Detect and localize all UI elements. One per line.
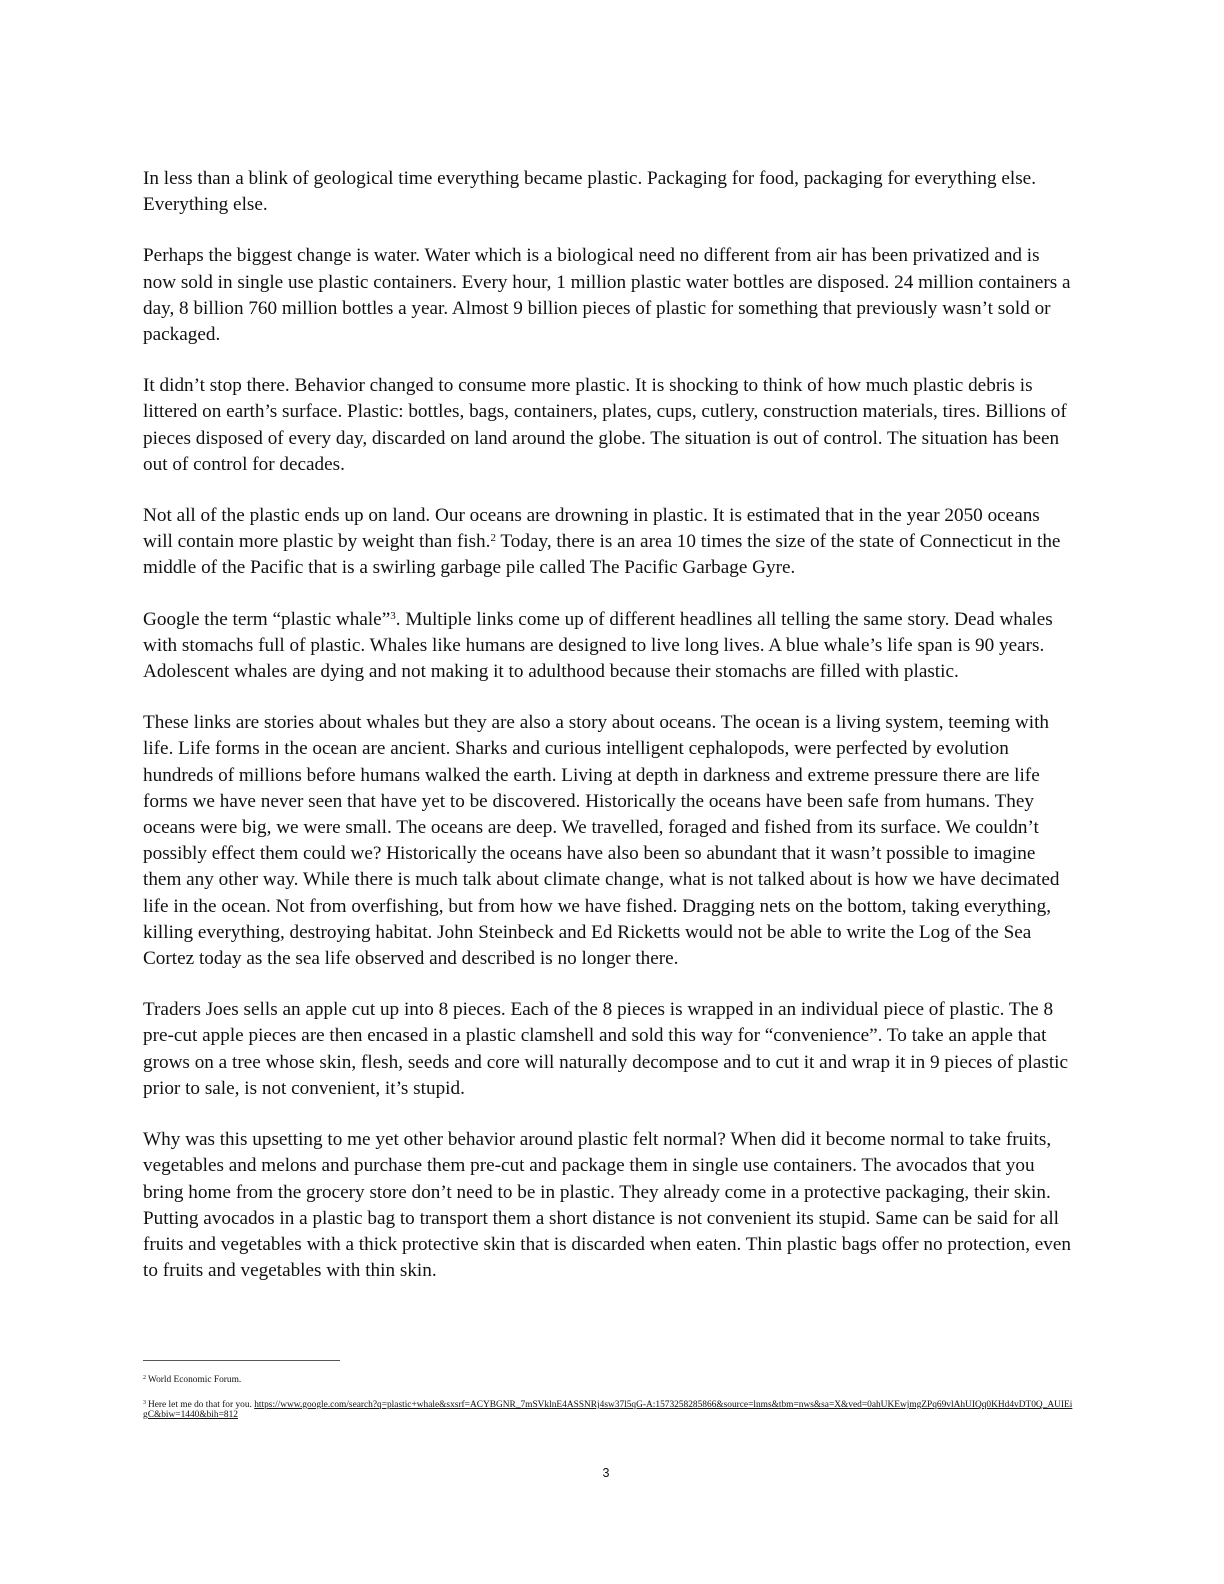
footnotes-section (143, 1360, 1073, 1435)
paragraph: These links are stories about whales but they are also a story about oceans. The ocean is a living system, teeming with life. Life forms in the ocean are ancient. Sharks and curious intelligent cephalopods, were perfected by evolution hundreds of millions before humans walked the earth. Living at depth in darkness and extreme pressure there are life forms we have never seen that have yet to be discovered. Historically the oceans have been safe from humans. They oceans were big, we were small. The oceans are deep. We travelled, foraged and fished from its surface. We couldn’t possibly effect them could we? Historically the oceans have also been so abundant that it wasn’t possible to imagine them any other way. While there is much talk about climate change, what is not talked about is how we have decimated life in the ocean. Not from overfishing, but from how we have fished. Dragging nets on the bottom, taking everything, killing everything, destroying habitat. John Steinbeck and Ed Ricketts would not be able to write the Log of the Sea Cortez today as the sea life observed and described is no longer there. (143, 712, 1060, 970)
paragraph: Why was this upsetting to me yet other behavior around plastic felt normal? When did it become normal to take fruits, vegetables and melons and purchase them pre-cut and package them in single use containers. The avocados that you bring home from the grocery store don’t need to be in plastic. They already come in a protective packaging, their skin. Putting avocados in a plastic bag to transport them a short distance is not convenient its stupid. Same can be said for all fruits and vegetables with a thick protective skin that is discarded when eaten. Thin plastic bags offer no protection, even to fruits and vegetables with thin skin. (143, 1129, 1072, 1282)
paragraph: In less than a blink of geological time everything became plastic. Packaging for food, packaging for everything else. Everything else. (143, 168, 1036, 216)
paragraph-text: Not all of the plastic ends up on land. Our oceans are drowning in plastic. It is estimated that in the year 2050 oceans will contain more plastic by weight than fish. (143, 505, 1040, 553)
footnote-link[interactable]: https://www.google.com/search?q=plastic+whale&sxsrf=ACYBGNR_7mSVklnE4ASSNRj4sw37l5qG-A:1573258285866&source=lnms&tbm=nws&sa=X&ved=0ahUKEwjmgZPq69vlAhUIQq0KHd4vDT0Q_AUIEigC&biw=1440&bih=812 (143, 1400, 1073, 1420)
paragraph-text: . Multiple links come up of different headlines all telling the same story. Dead whales with stomachs full of plastic. Whales like humans are designed to live long lives. A blue whale’s life span is 90 years. Adolescent whales are dying and not making it to adulthood because their stomachs are filled with plastic. (143, 608, 1053, 683)
document-body (143, 166, 1073, 1309)
paragraph (143, 607, 1073, 686)
paragraph-text: Google the term “plastic whale” (143, 608, 391, 630)
footnote-reference[interactable]: 2 (490, 532, 496, 545)
footnote-number: 2 (143, 1375, 146, 1381)
page-number: 3 (602, 1466, 610, 1480)
paragraph: Perhaps the biggest change is water. Water which is a biological need no different from air has been privatized and is now sold in single use plastic containers. Every hour, 1 million plastic water bottles are disposed. 24 million containers a day, 8 billion 760 million bottles a year. Almost 9 billion pieces of plastic for something that previously wasn’t sold or packaged. (143, 245, 1071, 346)
footnote (143, 1375, 1073, 1385)
footnote-text: World Economic Forum. (148, 1375, 242, 1385)
footnote (143, 1400, 1073, 1420)
footnote-number: 3 (143, 1400, 146, 1406)
paragraph: It didn’t stop there. Behavior changed to consume more plastic. It is shocking to think of how much plastic debris is littered on earth’s surface. Plastic: bottles, bags, containers, plates, cups, cutlery, construction materials, tires. Billions of pieces disposed of every day, discarded on land around the globe. The situation is out of control. The situation has been out of control for decades. (143, 375, 1067, 475)
footnote-reference[interactable]: 3 (390, 609, 396, 622)
paragraph-text: Today, there is an area 10 times the size of the state of Connecticut in the middle of the Pacific that is a swirling garbage pile called The Pacific Garbage Gyre. (143, 531, 1061, 579)
footnote-divider (143, 1360, 340, 1361)
paragraph: Traders Joes sells an apple cut up into 8 pieces. Each of the 8 pieces is wrapped in an individual piece of plastic. The 8 pre-cut apple pieces are then encased in a plastic clamshell and sold this way for “convenience”. To take an apple that grows on a tree whose skin, flesh, seeds and core will naturally decompose and to cut it and wrap it in 9 pieces of plastic prior to sale, is not convenient, it’s stupid. (143, 999, 1069, 1099)
footnote-text: Here let me do that for you. (148, 1400, 255, 1410)
paragraph (143, 503, 1073, 582)
